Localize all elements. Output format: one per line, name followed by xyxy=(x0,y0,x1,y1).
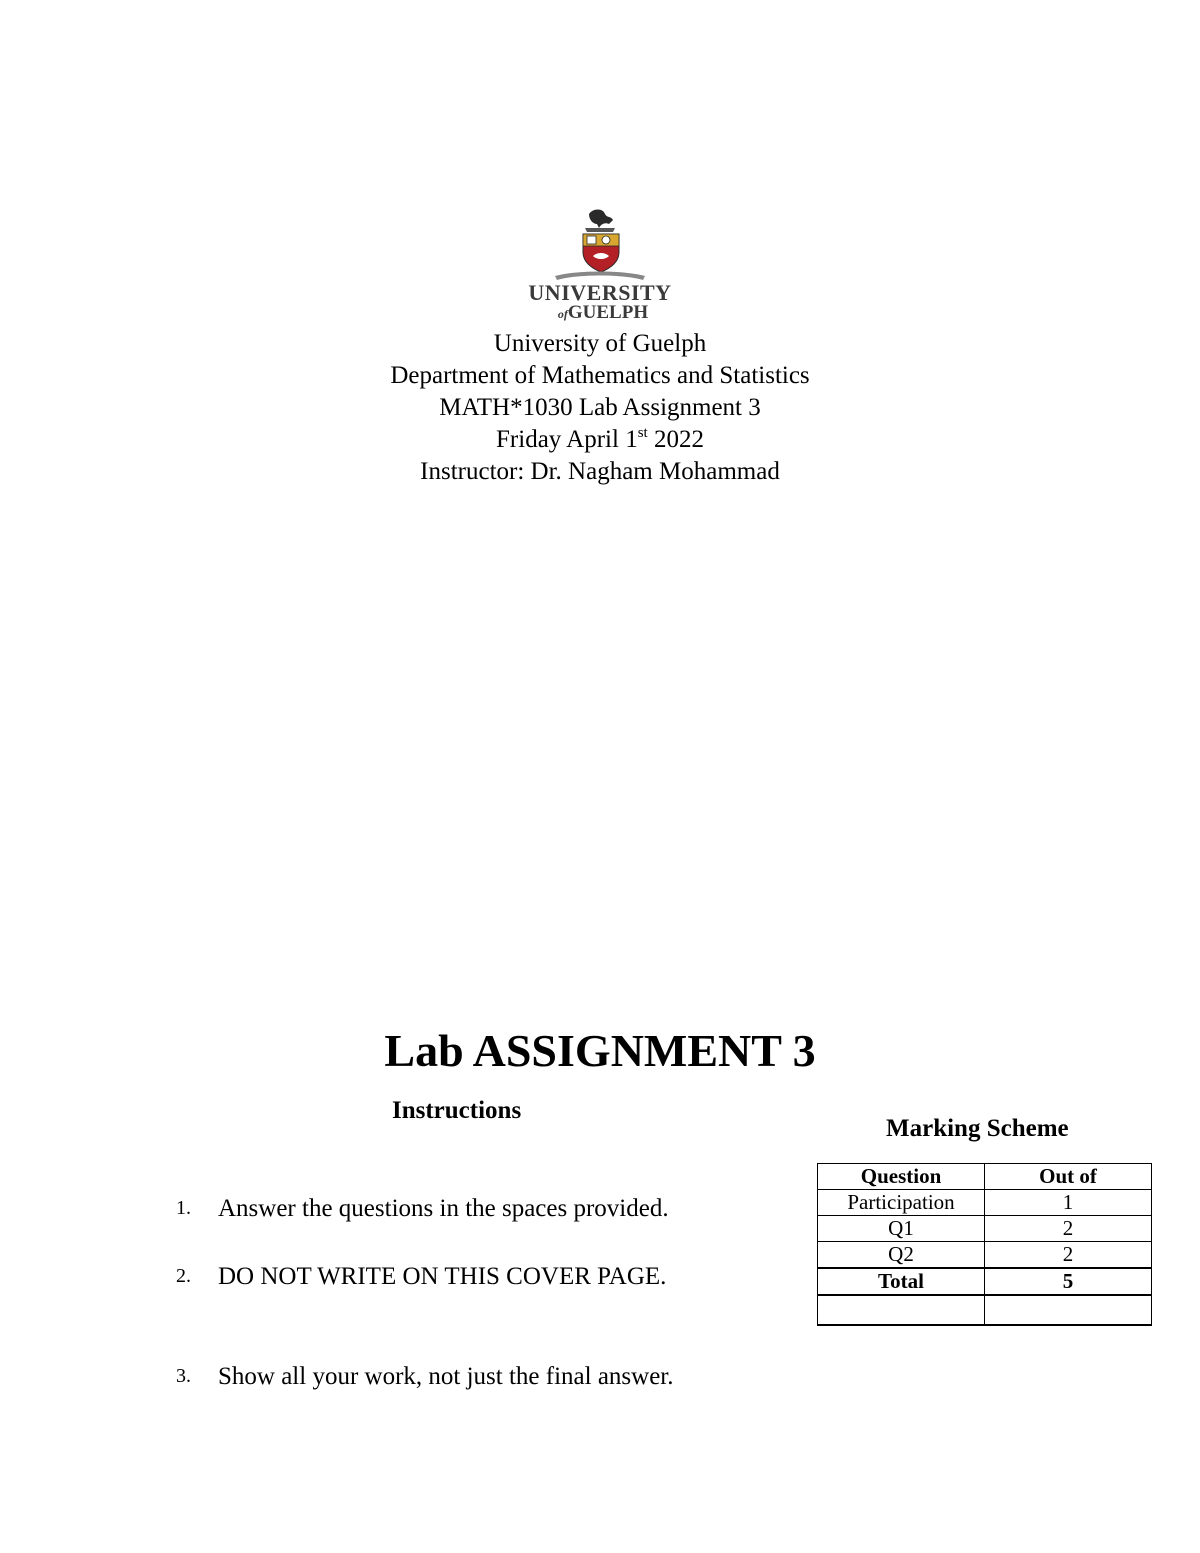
instructions-heading: Instructions xyxy=(392,1097,522,1124)
table-row xyxy=(818,1216,1152,1242)
empty-cell xyxy=(818,1295,985,1325)
assignment-date xyxy=(300,424,900,456)
total-label-cell: Total xyxy=(818,1268,985,1295)
date-suffix: 2022 xyxy=(647,426,704,453)
wordmark-guelph: ofGUELPH xyxy=(557,302,649,322)
out-of-cell: 1 xyxy=(985,1190,1152,1216)
list-item-text: Answer the questions in the spaces provided. xyxy=(218,1195,669,1222)
table-row xyxy=(818,1242,1152,1269)
list-item xyxy=(170,1363,674,1391)
date-prefix: Friday April 1 xyxy=(496,426,638,453)
empty-row xyxy=(818,1295,1152,1325)
list-item-text: DO NOT WRITE ON THIS COVER PAGE. xyxy=(218,1263,667,1290)
question-cell: Q1 xyxy=(818,1216,985,1242)
course-title: MATH*1030 Lab Assignment 3 xyxy=(439,394,761,421)
out-of-cell: 2 xyxy=(985,1242,1152,1269)
empty-cell xyxy=(985,1295,1152,1325)
out-of-cell: 2 xyxy=(985,1216,1152,1242)
list-item xyxy=(170,1263,666,1291)
university-logo xyxy=(527,206,673,322)
table-header-row xyxy=(818,1164,1152,1190)
page-title: Lab ASSIGNMENT 3 xyxy=(384,1025,816,1076)
list-item xyxy=(170,1195,669,1223)
total-row xyxy=(818,1268,1152,1295)
total-value-cell: 5 xyxy=(985,1268,1152,1295)
list-item-number: 1. xyxy=(176,1197,191,1219)
crest-image xyxy=(527,206,673,322)
marking-scheme-heading: Marking Scheme xyxy=(886,1115,1069,1142)
department-name: Department of Mathematics and Statistics xyxy=(390,362,810,389)
question-cell: Participation xyxy=(818,1190,985,1216)
column-header-out-of: Out of xyxy=(985,1164,1152,1190)
date-superscript: st xyxy=(637,425,648,441)
wordmark-university: UNIVERSITY xyxy=(528,280,672,305)
marking-scheme-table xyxy=(817,1163,1152,1326)
list-item-number: 3. xyxy=(176,1365,191,1387)
list-item-text: Show all your work, not just the final answer. xyxy=(218,1363,674,1390)
instructor-name: Instructor: Dr. Nagham Mohammad xyxy=(420,458,780,485)
table-row xyxy=(818,1190,1152,1216)
question-cell: Q2 xyxy=(818,1242,985,1269)
column-header-question: Question xyxy=(818,1164,985,1190)
list-item-number: 2. xyxy=(176,1265,191,1287)
university-name: University of Guelph xyxy=(493,330,707,357)
header-block xyxy=(300,328,900,488)
